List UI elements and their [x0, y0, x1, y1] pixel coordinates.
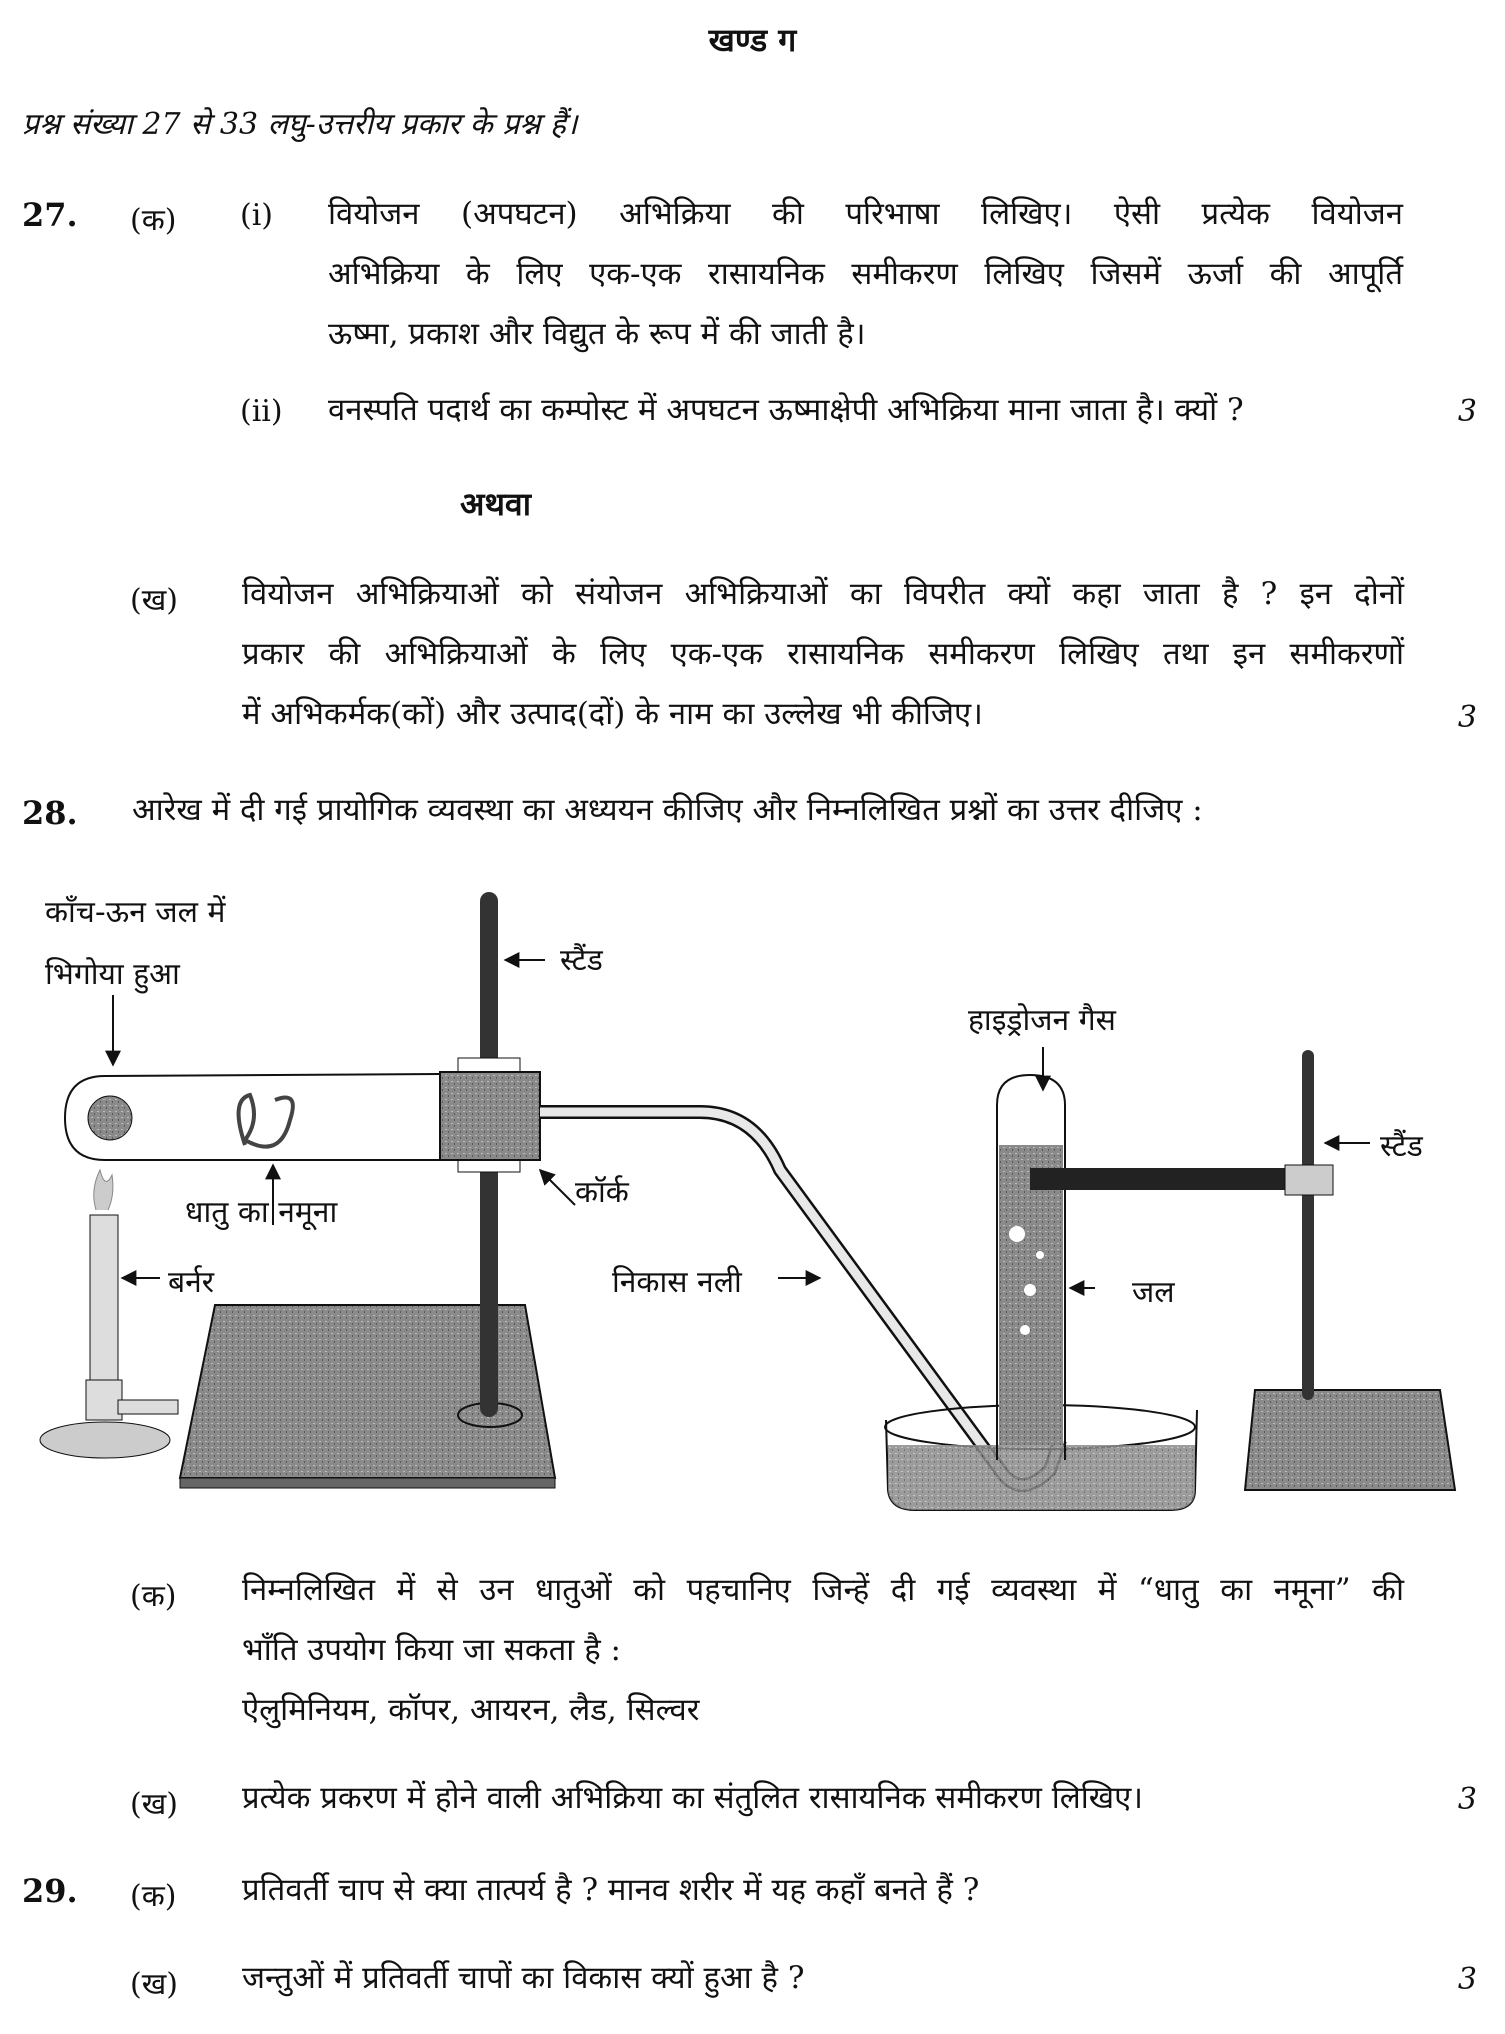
q27-b-marks: 3: [1457, 700, 1477, 735]
experiment-diagram: [0, 870, 1505, 1520]
label-burner: बर्नर: [168, 1265, 215, 1300]
q27-part-b-text: वियोजन अभिक्रियाओं को संयोजन अभिक्रियाओं का विपरीत क्यों कहा जाता है ? इन दोनों प्रकार की अभिक्रियाओं के लिए एक-एक रासायनिक समीकरण लिखिए तथा इन समीकरणों में अभिकर्मक(कों) और उत्पाद(दों) के नाम का उल्लेख भी कीजिए।: [242, 576, 1404, 732]
gas-jar: [997, 1075, 1065, 1460]
bunsen-burner: [40, 1170, 178, 1458]
q28-marks: 3: [1457, 1782, 1477, 1817]
label-hydrogen-gas: हाइड्रोजन गैस: [968, 1003, 1116, 1038]
q29-marks: 3: [1457, 1962, 1477, 1997]
label-stand-right: स्टैंड: [1380, 1129, 1423, 1164]
cork: [440, 1072, 540, 1160]
q29-part-b-label: (ख): [130, 1967, 178, 2002]
q27-a-marks: 3: [1457, 394, 1477, 429]
q28-part-b-label: (ख): [130, 1787, 178, 1822]
label-stand-left: स्टैंड: [560, 943, 603, 978]
q29-part-b-text: जन्तुओं में प्रतिवर्ती चापों का विकास क्यों हुआ है ?: [242, 1960, 805, 1996]
question-number-28: 28.: [22, 794, 78, 832]
label-glass-wool-2: भिगोया हुआ: [45, 957, 180, 992]
label-metal-sample: धातु का नमूना: [185, 1195, 338, 1230]
section-intro: प्रश्न संख्या 27 से 33 लघु-उत्तरीय प्रकार के प्रश्न हैं।: [22, 107, 578, 142]
metal-options: ऐलुमिनियम, कॉपर, आयरन, लैड, सिल्वर: [242, 1692, 700, 1728]
section-title: खण्ड ग: [708, 21, 797, 59]
q27-sub-i-text: वियोजन (अपघटन) अभिक्रिया की परिभाषा लिखिए। ऐसी प्रत्येक वियोजन अभिक्रिया के लिए एक-एक रासायनिक समीकरण लिखिए जिसमें ऊर्जा की आपूर्ति ऊष्मा, प्रकाश और विद्युत के रूप में की जाती है।: [328, 196, 1403, 352]
q29-part-a-label: (क): [130, 1879, 177, 1914]
q27-part-a-label: (क): [130, 203, 177, 238]
label-delivery-tube: निकास नली: [612, 1265, 742, 1300]
label-glass-wool-1: काँच-ऊन जल में: [45, 895, 226, 930]
q29-part-a-text: प्रतिवर्ती चाप से क्या तात्पर्य है ? मानव शरीर में यह कहाँ बनते हैं ?: [242, 1872, 980, 1908]
q28-part-a-label: (क): [130, 1579, 177, 1614]
label-cork: कॉर्क: [575, 1175, 629, 1210]
q27-sub-ii-text: वनस्पति पदार्थ का कम्पोस्ट में अपघटन ऊष्माक्षेपी अभिक्रिया माना जाता है। क्यों ?: [328, 392, 1244, 428]
question-number-29: 29.: [22, 1872, 78, 1910]
label-water: जल: [1132, 1275, 1175, 1310]
q27-sub-i-label: (i): [240, 198, 274, 233]
glass-wool: [88, 1096, 132, 1140]
or-separator: अथवा: [460, 485, 531, 523]
q27-sub-ii-label: (ii): [240, 394, 283, 429]
metal-sample: [239, 1095, 293, 1147]
q28-part-b-text: प्रत्येक प्रकरण में होने वाली अभिक्रिया का संतुलित रासायनिक समीकरण लिखिए।: [242, 1780, 1144, 1816]
q28-intro: आरेख में दी गई प्रायोगिक व्यवस्था का अध्ययन कीजिए और निम्नलिखित प्रश्नों का उत्तर दीजिए :: [132, 792, 1203, 828]
question-number-27: 27.: [22, 196, 78, 234]
right-stand: [1030, 1050, 1455, 1490]
q28-part-a-text: निम्नलिखित में से उन धातुओं को पहचानिए जिन्हें दी गई व्यवस्था में “धातु का नमूना” की भाँति उपयोग किया जा सकता है : ऐलुमिनियम, कॉपर, आयरन, लैड, सिल्वर: [242, 1560, 1404, 1740]
q27-part-b-label: (ख): [130, 583, 178, 618]
